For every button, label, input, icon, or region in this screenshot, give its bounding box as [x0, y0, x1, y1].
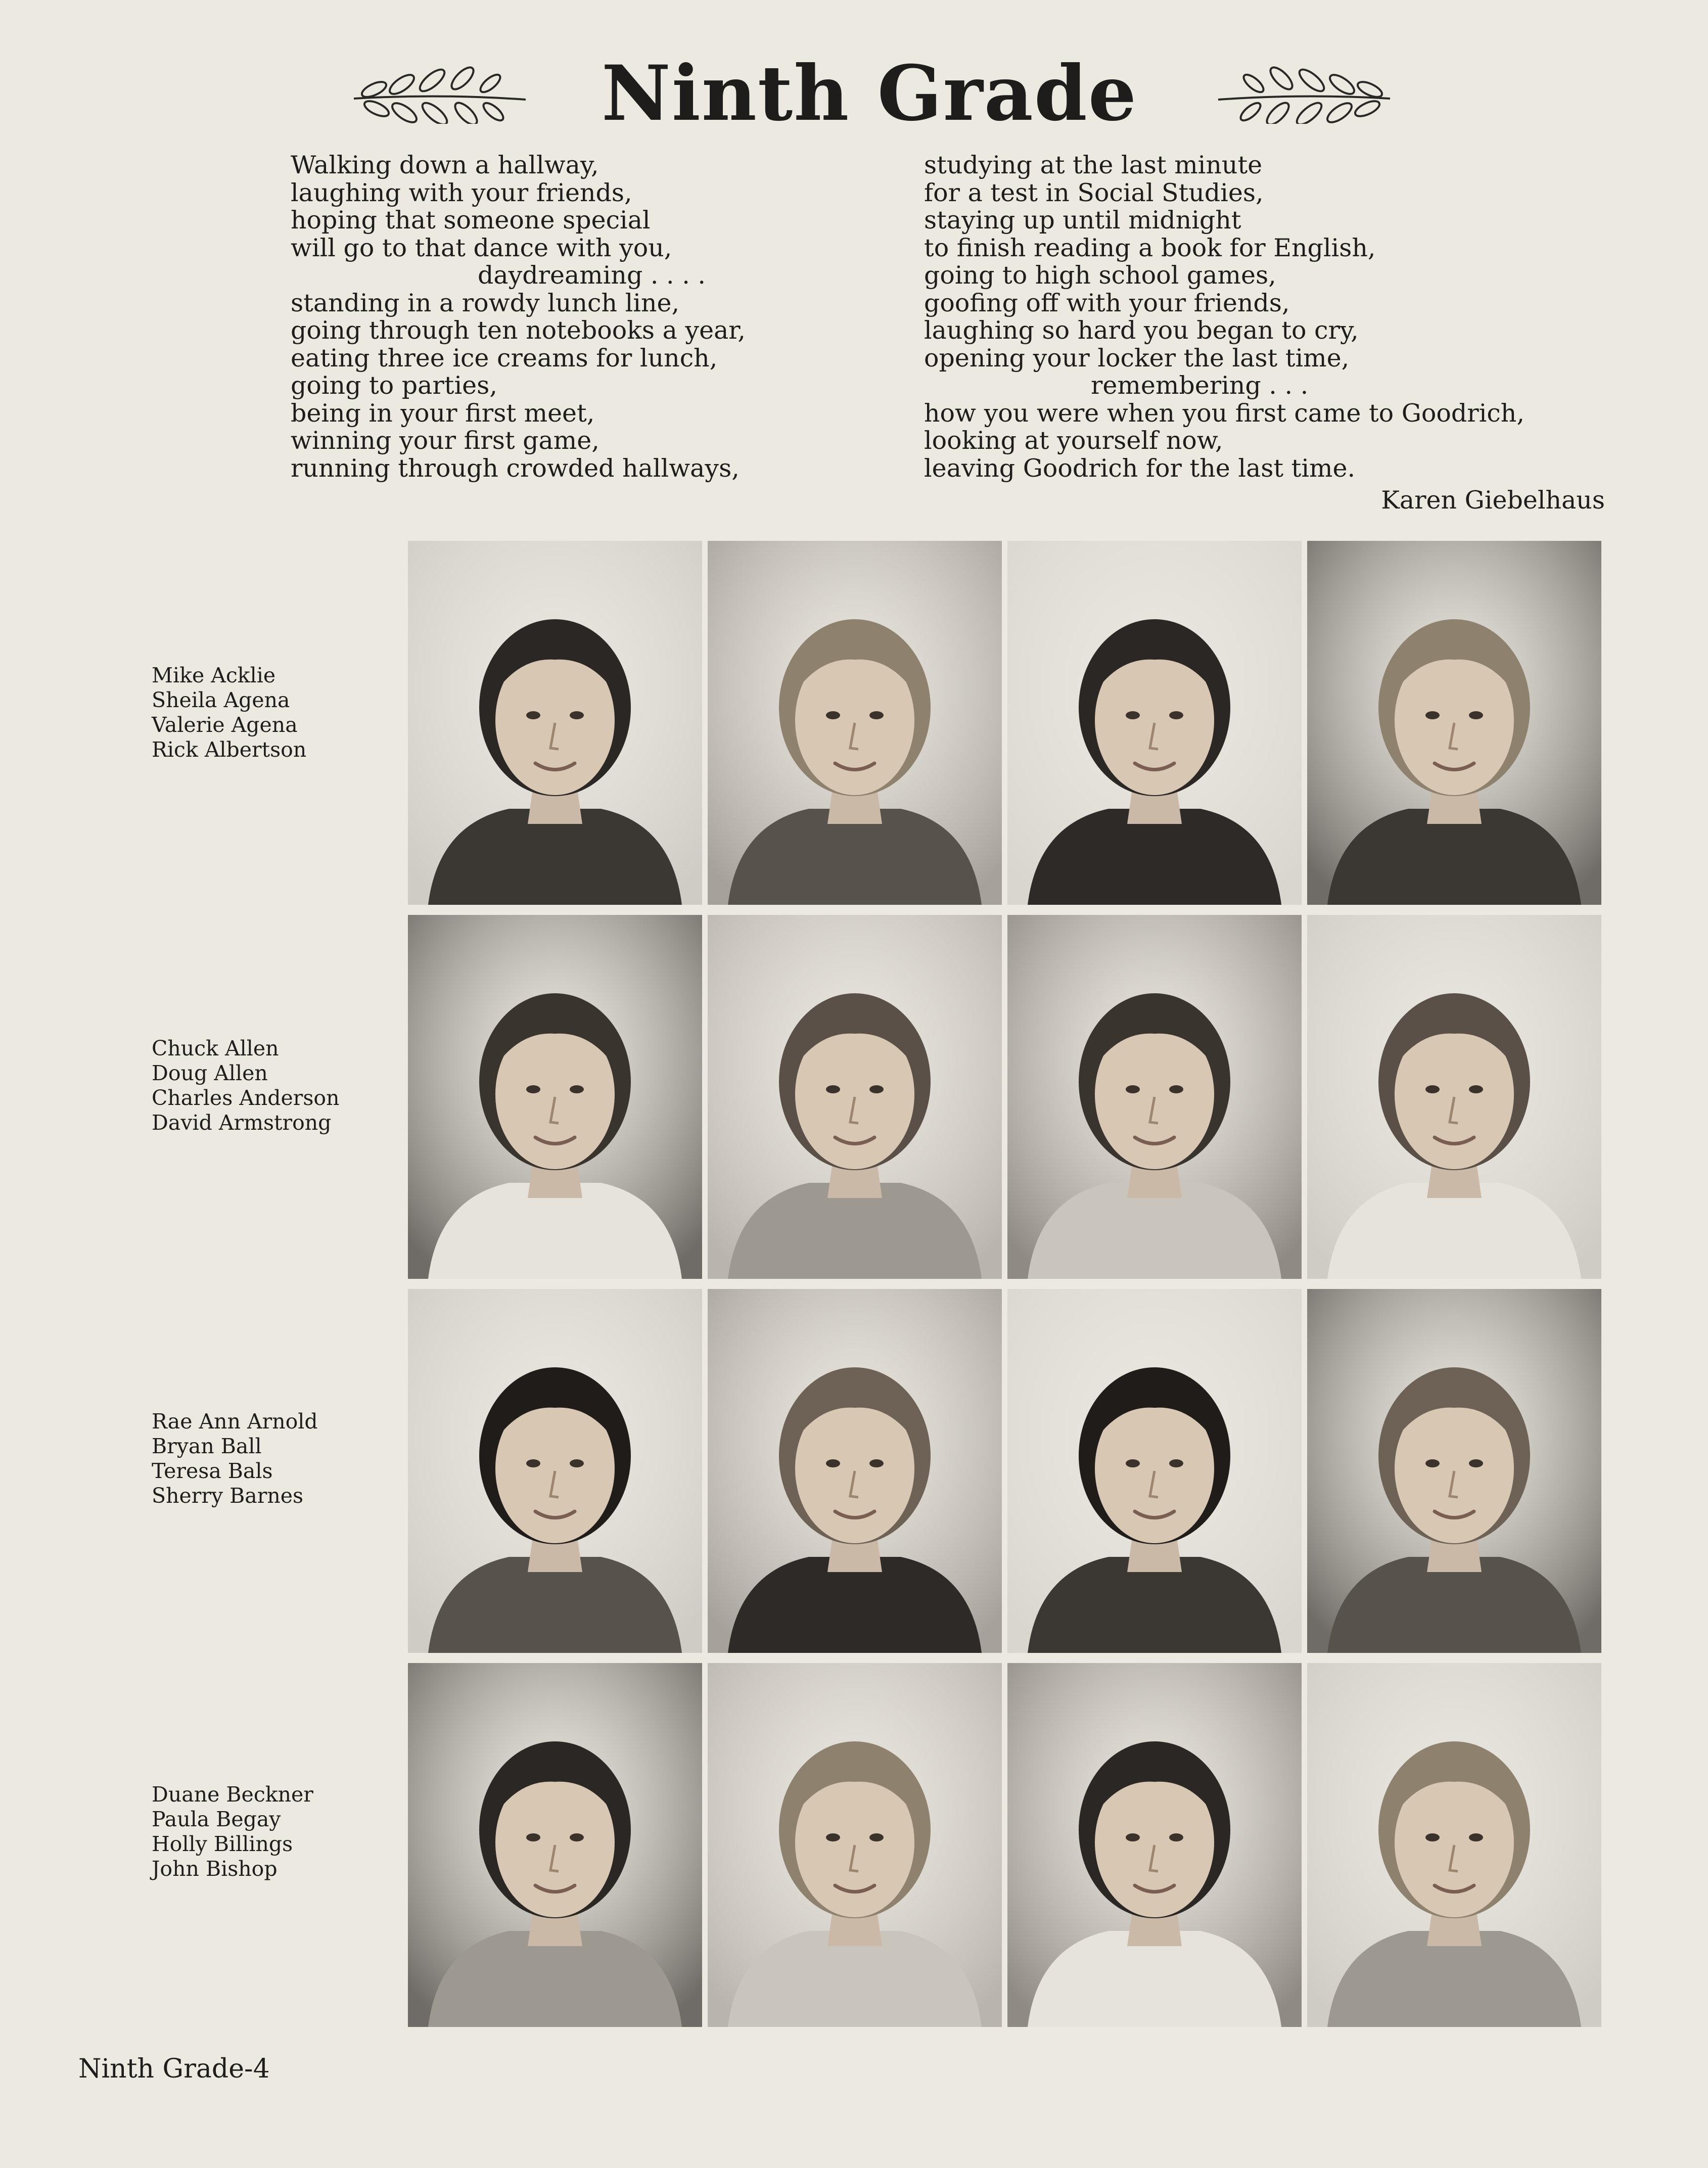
student-portrait: [408, 1663, 702, 2027]
row-names-3: [152, 1409, 318, 1508]
page-folio: Ninth Grade-4: [78, 2054, 270, 2084]
poem-line: opening your locker the last time,: [924, 343, 1350, 373]
student-portrait: [1307, 1663, 1601, 2027]
student-portrait: [1307, 541, 1601, 905]
poem-line: leaving Goodrich for the last time.: [924, 453, 1356, 483]
poem-line: hoping that someone special: [291, 206, 651, 235]
student-name: Paula Begay: [152, 1807, 281, 1831]
student-name: Chuck Allen: [152, 1036, 279, 1060]
poem-line: eating three ice creams for lunch,: [291, 343, 718, 373]
poem-line: running through crowded hallways,: [291, 453, 740, 483]
poem-line: remembering . . .: [1091, 371, 1309, 400]
student-portrait: [708, 1663, 1002, 2027]
student-portrait: [708, 1289, 1002, 1653]
student-name: John Bishop: [152, 1857, 278, 1881]
portrait-grid: [408, 541, 1609, 2032]
student-portrait: [408, 915, 702, 1279]
student-name: Charles Anderson: [152, 1086, 340, 1110]
poem-line: winning your first game,: [291, 426, 599, 455]
student-portrait: [1007, 541, 1302, 905]
student-name: Holly Billings: [152, 1832, 293, 1856]
poem-line: Walking down a hallway,: [291, 151, 599, 179]
poem-line: goofing off with your friends,: [924, 288, 1290, 317]
poem-line: how you were when you first came to Goodrich,: [924, 398, 1525, 428]
poem-column-right: [924, 152, 1525, 482]
poem-line: going through ten notebooks a year,: [291, 316, 746, 345]
title-block: [334, 43, 1405, 144]
student-name: Mike Acklie: [152, 663, 276, 687]
row-names-1: [152, 663, 306, 762]
student-portrait: [1007, 1289, 1302, 1653]
student-portrait: [708, 541, 1002, 905]
poem-line: going to high school games,: [924, 261, 1276, 290]
row-names-2: [152, 1036, 340, 1135]
poem-line: to finish reading a book for English,: [924, 233, 1376, 262]
poem-line: standing in a rowdy lunch line,: [291, 288, 680, 317]
poem-line: daydreaming . . . .: [478, 261, 706, 290]
row-names-4: [152, 1782, 313, 1881]
page-title: Ninth Grade: [601, 49, 1138, 138]
student-name: Sheila Agena: [152, 688, 290, 712]
poem-line: being in your first meet,: [291, 398, 595, 428]
student-portrait: [408, 1289, 702, 1653]
poem-line: staying up until midnight: [924, 206, 1241, 235]
student-name: Valerie Agena: [152, 713, 298, 737]
student-name: Sherry Barnes: [152, 1484, 304, 1508]
poem-line: going to parties,: [291, 371, 497, 400]
student-portrait: [1007, 1663, 1302, 2027]
poem-column-left: [291, 152, 746, 482]
poem-line: studying at the last minute: [924, 151, 1263, 179]
student-name: Bryan Ball: [152, 1434, 262, 1458]
student-portrait: [408, 541, 702, 905]
student-name: Duane Beckner: [152, 1782, 313, 1807]
poem-line: laughing so hard you began to cry,: [924, 316, 1359, 345]
student-portrait: [1307, 1289, 1601, 1653]
poem-line: will go to that dance with you,: [291, 233, 672, 262]
student-portrait: [1007, 915, 1302, 1279]
student-name: David Armstrong: [152, 1111, 332, 1135]
student-name: Teresa Bals: [152, 1459, 273, 1483]
student-portrait: [1307, 915, 1601, 1279]
student-portrait: [708, 915, 1002, 1279]
leaf-sprig-icon: [1213, 63, 1395, 124]
poem-author: Karen Giebelhaus: [1381, 486, 1605, 515]
student-name: Rae Ann Arnold: [152, 1409, 318, 1434]
student-name: Rick Albertson: [152, 737, 307, 762]
student-name: Doug Allen: [152, 1061, 268, 1085]
poem-line: laughing with your friends,: [291, 178, 632, 207]
poem-line: looking at yourself now,: [924, 426, 1223, 455]
poem-line: for a test in Social Studies,: [924, 178, 1264, 207]
